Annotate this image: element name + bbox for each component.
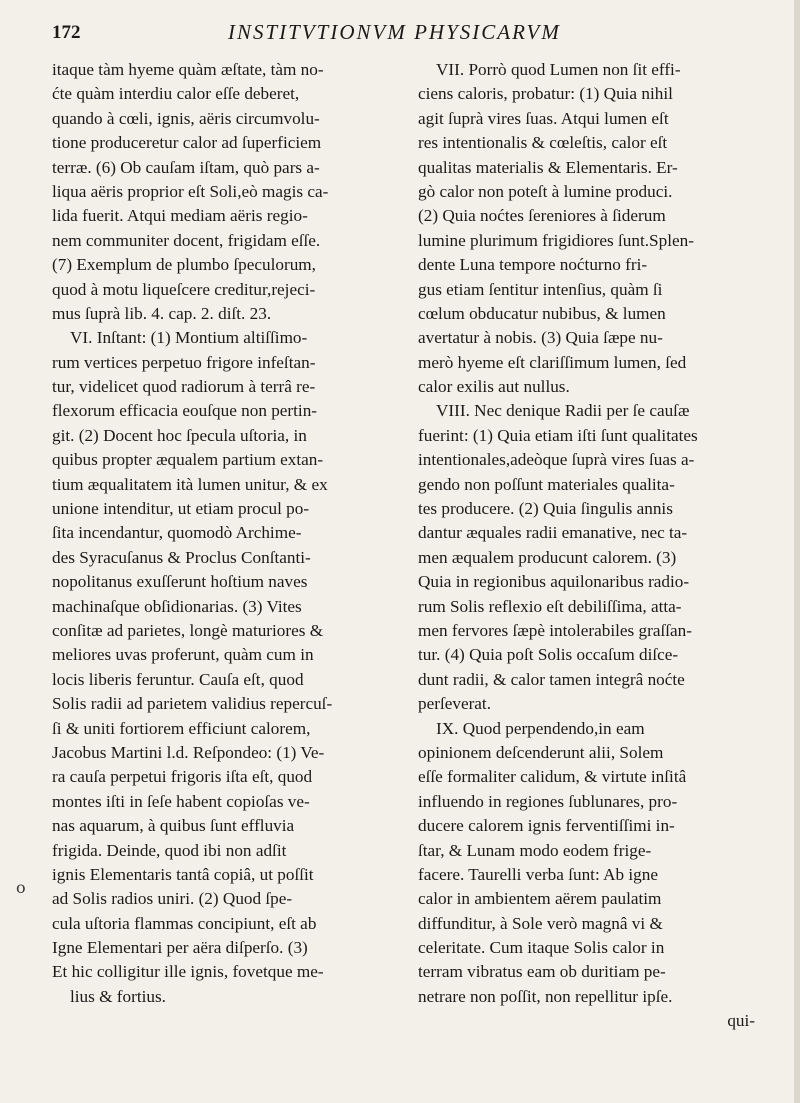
text-line: lumine plurimum frigidiores ſunt.Splen- [418,230,694,250]
text-line: VI. Inſtant: (1) Montium altiſſimo- [70,328,308,348]
text-line: cœlum obducatur nubibus, & lumen [418,303,666,323]
text-line: gò calor non poteſt à lumine produci. [418,181,673,201]
text-line: ſita incendantur, quomodò Archime- [52,523,302,543]
text-line: gus etiam ſentitur intenſius, quàm ſi [418,279,663,299]
text-line: influendo in regiones ſublunares, pro- [418,791,678,811]
text-line: netrare non poſſit, non repellitur ipſe. [418,986,673,1006]
text-line: terræ. (6) Ob cauſam iſtam, quò pars a- [52,157,320,177]
text-line: agit ſuprà vires ſuas. Atqui lumen eſt [418,108,669,128]
text-line: flexorum efficacia eouſque non pertin- [52,401,318,421]
text-line: tur, videlicet quod radiorum à terrâ re- [52,377,316,397]
right-column [418,58,773,1034]
text-line: fuerint: (1) Quia etiam iſti ſunt qualitates [418,425,698,445]
text-line: rum vertices perpetuo frigore infeſtan- [52,352,316,372]
left-column [52,58,407,1009]
text-line: avertatur à nobis. (3) Quia ſæpe nu- [418,328,663,348]
page-header [40,16,760,46]
text-line: montes iſti in ſeſe habent copioſas ve- [52,791,310,811]
margin-mark: o [16,878,26,897]
text-line: res intentionalis & cœleſtis, calor eſt [418,133,668,153]
text-line: ignis Elementaris tantâ copiâ, ut poſſit [52,864,314,884]
text-line: IX. Quod perpendendo,in eam [436,718,645,738]
text-line: nopolitanus exuſſerunt hoſtium naves [52,572,308,592]
page-edge [794,0,800,1103]
text-line: men æqualem producunt calorem. (3) [418,547,677,567]
text-line: facere. Taurelli verba ſunt: Ab igne [418,864,658,884]
text-line: tur. (4) Quia poſt Solis occaſum diſce- [418,645,679,665]
text-line: tes producere. (2) Quia ſingulis annis [418,499,673,519]
text-line: quod à motu liqueſcere creditur,rejeci- [52,279,316,299]
text-line: opinionem deſcenderunt alii, Solem [418,742,664,762]
text-line: tione produceretur calor ad ſuperficiem [52,133,322,153]
text-line: (7) Exemplum de plumbo ſpeculorum, [52,255,316,275]
text-line: meliores uvas proferunt, quàm cum in [52,645,314,665]
text-line: ćte quàm interdiu calor eſſe deberet, [52,84,300,104]
text-line: ciens caloris, probatur: (1) Quia nihil [418,84,673,104]
text-line: men fervores ſæpè intolerabiles graſſan- [418,620,692,640]
text-line: machinaſque obſidionarias. (3) Vites [52,596,302,616]
text-line: git. (2) Docent hoc ſpecula uſtoria, in [52,425,307,445]
text-line: quando à cœli, ignis, aëris circumvolu- [52,108,320,128]
text-line: Solis radii ad parietem validius repercuſ- [52,694,333,714]
text-line: ad Solis radios uniri. (2) Quod ſpe- [52,889,293,909]
text-line: Jacobus Martini l.d. Reſpondeo: (1) Ve- [52,742,325,762]
text-line: VIII. Nec denique Radii per ſe cauſæ [436,401,690,421]
text-line: intentionales,adeòque ſuprà vires ſuas a- [418,450,695,470]
text-line: lida fuerit. Atqui mediam aëris regio- [52,206,308,226]
text-line: rum Solis reflexio eſt debiliſſima, atta- [418,596,682,616]
text-line: Igne Elementari per aëra diſperſo. (3) [52,938,308,958]
text-line: calor exilis aut nullus. [418,377,570,397]
text-line: ſtar, & Lunam modo eodem frige- [418,840,652,860]
text-line: cula uſtoria flammas concipiunt, eſt ab [52,913,317,933]
text-line: locis liberis feruntur. Cauſa eſt, quod [52,669,304,689]
text-line: lius & fortius. [70,986,166,1006]
text-line: quibus propter æqualem partium extan- [52,450,324,470]
text-line: tium æqualitatem ità lumen unitur, & ex [52,474,328,494]
text-line: VII. Porrò quod Lumen non ſit effi- [436,60,681,79]
text-line: unione intenditur, ut etiam procul po- [52,499,310,519]
text-line: Quia in regionibus aquilonaribus radio- [418,572,690,592]
running-head: INSTITVTIONVM PHYSICARVM [228,20,561,44]
text-line: terram vibratus eam ob duritiam pe- [418,962,666,982]
text-line: calor in ambientem aërem paulatim [418,889,662,909]
text-line: dantur æquales radii emanative, nec ta- [418,523,688,543]
text-line: liqua aëris proprior eſt Soli,eò magis ca- [52,181,329,201]
text-line: Et hic colligitur ille ignis, fovetque me- [52,962,324,982]
text-line: ducere calorem ignis ferventiſſimi in- [418,816,675,836]
text-line: frigida. Deinde, quod ibi non adſit [52,840,287,860]
text-line: eſſe formaliter calidum, & virtute inſitâ [418,767,687,787]
text-line: celeritate. Cum itaque Solis calor in [418,938,665,958]
text-line: merò hyeme eſt clariſſimum lumen, ſed [418,352,687,372]
text-line: nem communiter docent, frigidam eſſe. [52,230,321,250]
text-line: qui- [727,1011,755,1031]
text-line: dente Luna tempore noćturno fri- [418,255,648,275]
text-line: conſitæ ad parietes, longè maturiores & [52,620,324,640]
text-line: diffunditur, à Sole verò magnâ vi & [418,913,663,933]
text-line: perſeverat. [418,694,491,714]
text-line: gendo non poſſunt materiales qualita- [418,474,675,494]
text-line: nas aquarum, à quibus ſunt effluvia [52,816,295,836]
text-line: ſi & uniti fortiorem efficiunt calorem, [52,718,311,738]
page-number: 172 [52,22,81,43]
text-line: mus ſuprà lib. 4. cap. 2. diſt. 23. [52,303,272,323]
text-line: ra cauſa perpetui frigoris iſta eſt, quod [52,767,313,787]
text-line: dunt radii, & calor tamen integrâ noćte [418,669,685,689]
text-line: itaque tàm hyeme quàm æſtate, tàm no- [52,60,324,79]
text-line: qualitas materialis & Elementaris. Er- [418,157,678,177]
text-line: des Syracuſanus & Proclus Conſtanti- [52,547,311,567]
text-line: (2) Quia noćtes ſereniores à ſiderum [418,206,666,226]
